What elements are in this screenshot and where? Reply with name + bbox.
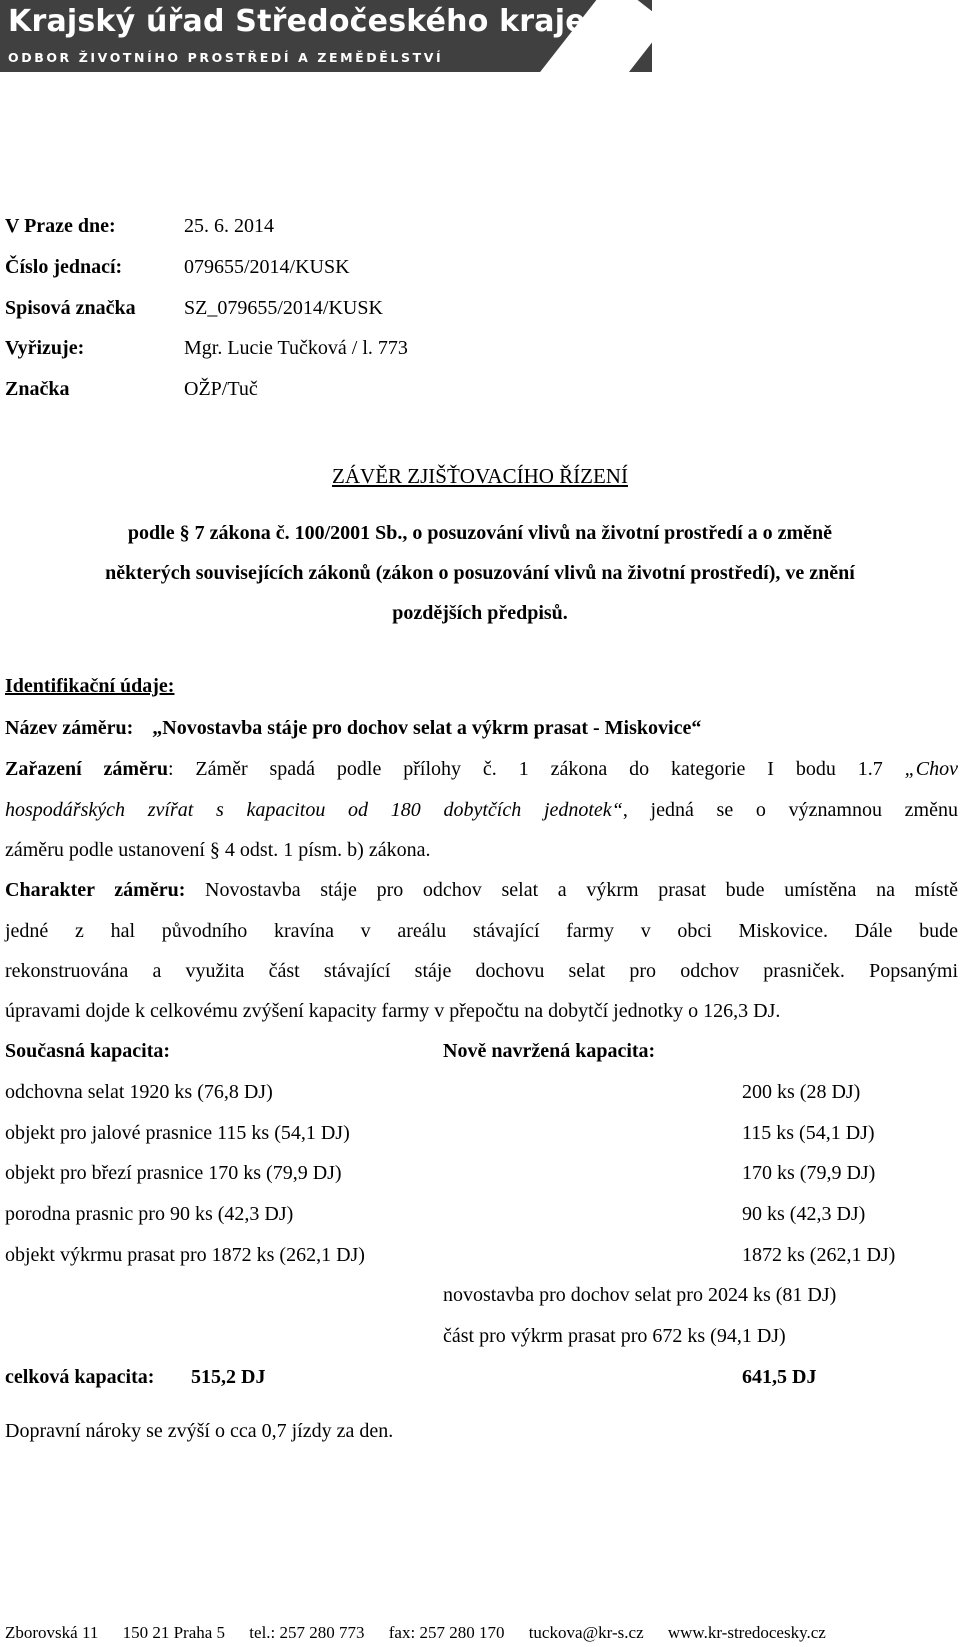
legal-line-3: pozdějších předpisů. — [392, 602, 568, 624]
footer — [5, 1623, 846, 1643]
classification-line-3: záměru podle ustanovení § 4 odst. 1 písm. b) zákona. — [5, 839, 431, 861]
footer-phone: tel.: 257 280 773 — [249, 1623, 365, 1642]
new-capacity-label: Nově navržená kapacita: — [443, 1040, 656, 1062]
character-line-4: úpravami dojde k celkovému zvýšení kapacity farmy v přepočtu na dobytčí jednotky o 126,3 DJ. — [5, 1000, 781, 1022]
project-name-label: Název záměru: — [5, 717, 134, 739]
capacity-extra-1: novostavba pro dochov selat pro 2024 ks (81 DJ) — [443, 1284, 837, 1306]
transport-note: Dopravní nároky se zvýší o cca 0,7 jízdy za den. — [5, 1420, 394, 1442]
capacity-new-2: 115 ks (54,1 DJ) — [742, 1122, 875, 1144]
total-capacity-label: celková kapacita: — [5, 1366, 155, 1388]
meta-label-handler: Vyřizuje: — [5, 337, 85, 359]
capacity-current-5: objekt výkrmu prasat pro 1872 ks (262,1 DJ) — [5, 1244, 365, 1266]
office-name: Krajský úřad Středočeského kraje — [8, 4, 586, 39]
project-name-value: „Novostavba stáje pro dochov selat a výkrm prasat - Miskovice“ — [152, 717, 702, 739]
total-capacity-current: 515,2 DJ — [191, 1366, 266, 1388]
capacity-current-2: objekt pro jalové prasnice 115 ks (54,1 DJ) — [5, 1122, 350, 1144]
document-title: ZÁVĚR ZJIŠŤOVACÍHO ŘÍZENÍ — [332, 464, 628, 488]
meta-value-date: 25. 6. 2014 — [184, 215, 274, 237]
footer-website[interactable]: www.kr-stredocesky.cz — [667, 1623, 826, 1642]
character-line-2: jedné z hal původního kravína v areálu stávající farmy v obci Miskovice. Dále bude — [5, 920, 958, 942]
capacity-current-4: porodna prasnic pro 90 ks (42,3 DJ) — [5, 1203, 294, 1225]
current-capacity-label: Současná kapacita: — [5, 1040, 171, 1062]
meta-label-file-mark: Spisová značka — [5, 297, 136, 319]
meta-value-mark: OŽP/Tuč — [184, 378, 258, 400]
capacity-extra-2: část pro výkrm prasat pro 672 ks (94,1 DJ) — [443, 1325, 786, 1347]
character-label: Charakter záměru: — [5, 879, 186, 901]
meta-label-date: V Praze dne: — [5, 215, 116, 237]
legal-line-2: některých souvisejících zákonů (zákon o posuzování vlivů na životní prostředí), ve znění — [105, 562, 855, 584]
classification-line-1 — [5, 758, 958, 781]
header-banner — [0, 0, 652, 72]
meta-label-reference: Číslo jednací: — [5, 256, 123, 278]
classification-text-1: : Záměr spadá podle přílohy č. 1 zákona do kategorie I bodu 1.7 — [167, 758, 883, 780]
footer-fax: fax: 257 280 170 — [388, 1623, 505, 1642]
meta-value-reference: 079655/2014/KUSK — [184, 256, 350, 278]
footer-street: Zborovská 11 — [5, 1623, 99, 1642]
footer-email[interactable]: tuckova@kr-s.cz — [528, 1623, 644, 1642]
classification-label: Zařazení záměru — [5, 758, 168, 780]
classification-italic-2: hospodářských zvířat s kapacitou od 180 dobytčích jednotek“ — [5, 799, 623, 821]
footer-city: 150 21 Praha 5 — [122, 1623, 226, 1642]
ident-heading: Identifikační údaje: — [5, 675, 175, 697]
classification-line-2 — [5, 799, 958, 822]
capacity-new-1: 200 ks (28 DJ) — [742, 1081, 861, 1103]
total-capacity-new: 641,5 DJ — [742, 1366, 817, 1388]
capacity-current-1: odchovna selat 1920 ks (76,8 DJ) — [5, 1081, 273, 1103]
capacity-new-4: 90 ks (42,3 DJ) — [742, 1203, 866, 1225]
meta-label-mark: Značka — [5, 378, 70, 400]
capacity-new-3: 170 ks (79,9 DJ) — [742, 1162, 876, 1184]
capacity-new-5: 1872 ks (262,1 DJ) — [742, 1244, 896, 1266]
character-line-1 — [5, 879, 958, 902]
meta-value-handler: Mgr. Lucie Tučková / l. 773 — [184, 337, 408, 359]
character-line-3: rekonstruována a využita část stávající stáje dochovu selat pro odchov prasniček. Popsanými — [5, 960, 958, 982]
capacity-current-3: objekt pro březí prasnice 170 ks (79,9 DJ) — [5, 1162, 342, 1184]
character-text-1: Novostavba stáje pro odchov selat a výkrm prasat bude umístěna na místě — [185, 879, 958, 901]
department-name: ODBOR ŽIVOTNÍHO PROSTŘEDÍ A ZEMĚDĚLSTVÍ — [8, 50, 444, 65]
legal-line-1: podle § 7 zákona č. 100/2001 Sb., o posuzování vlivů na životní prostředí a o změně — [127, 522, 833, 544]
meta-value-file-mark: SZ_079655/2014/KUSK — [184, 297, 383, 319]
classification-italic-1: „Chov — [904, 758, 959, 780]
project-name-row — [5, 717, 701, 740]
classification-text-2: , jedná se o významnou změnu — [622, 799, 958, 821]
